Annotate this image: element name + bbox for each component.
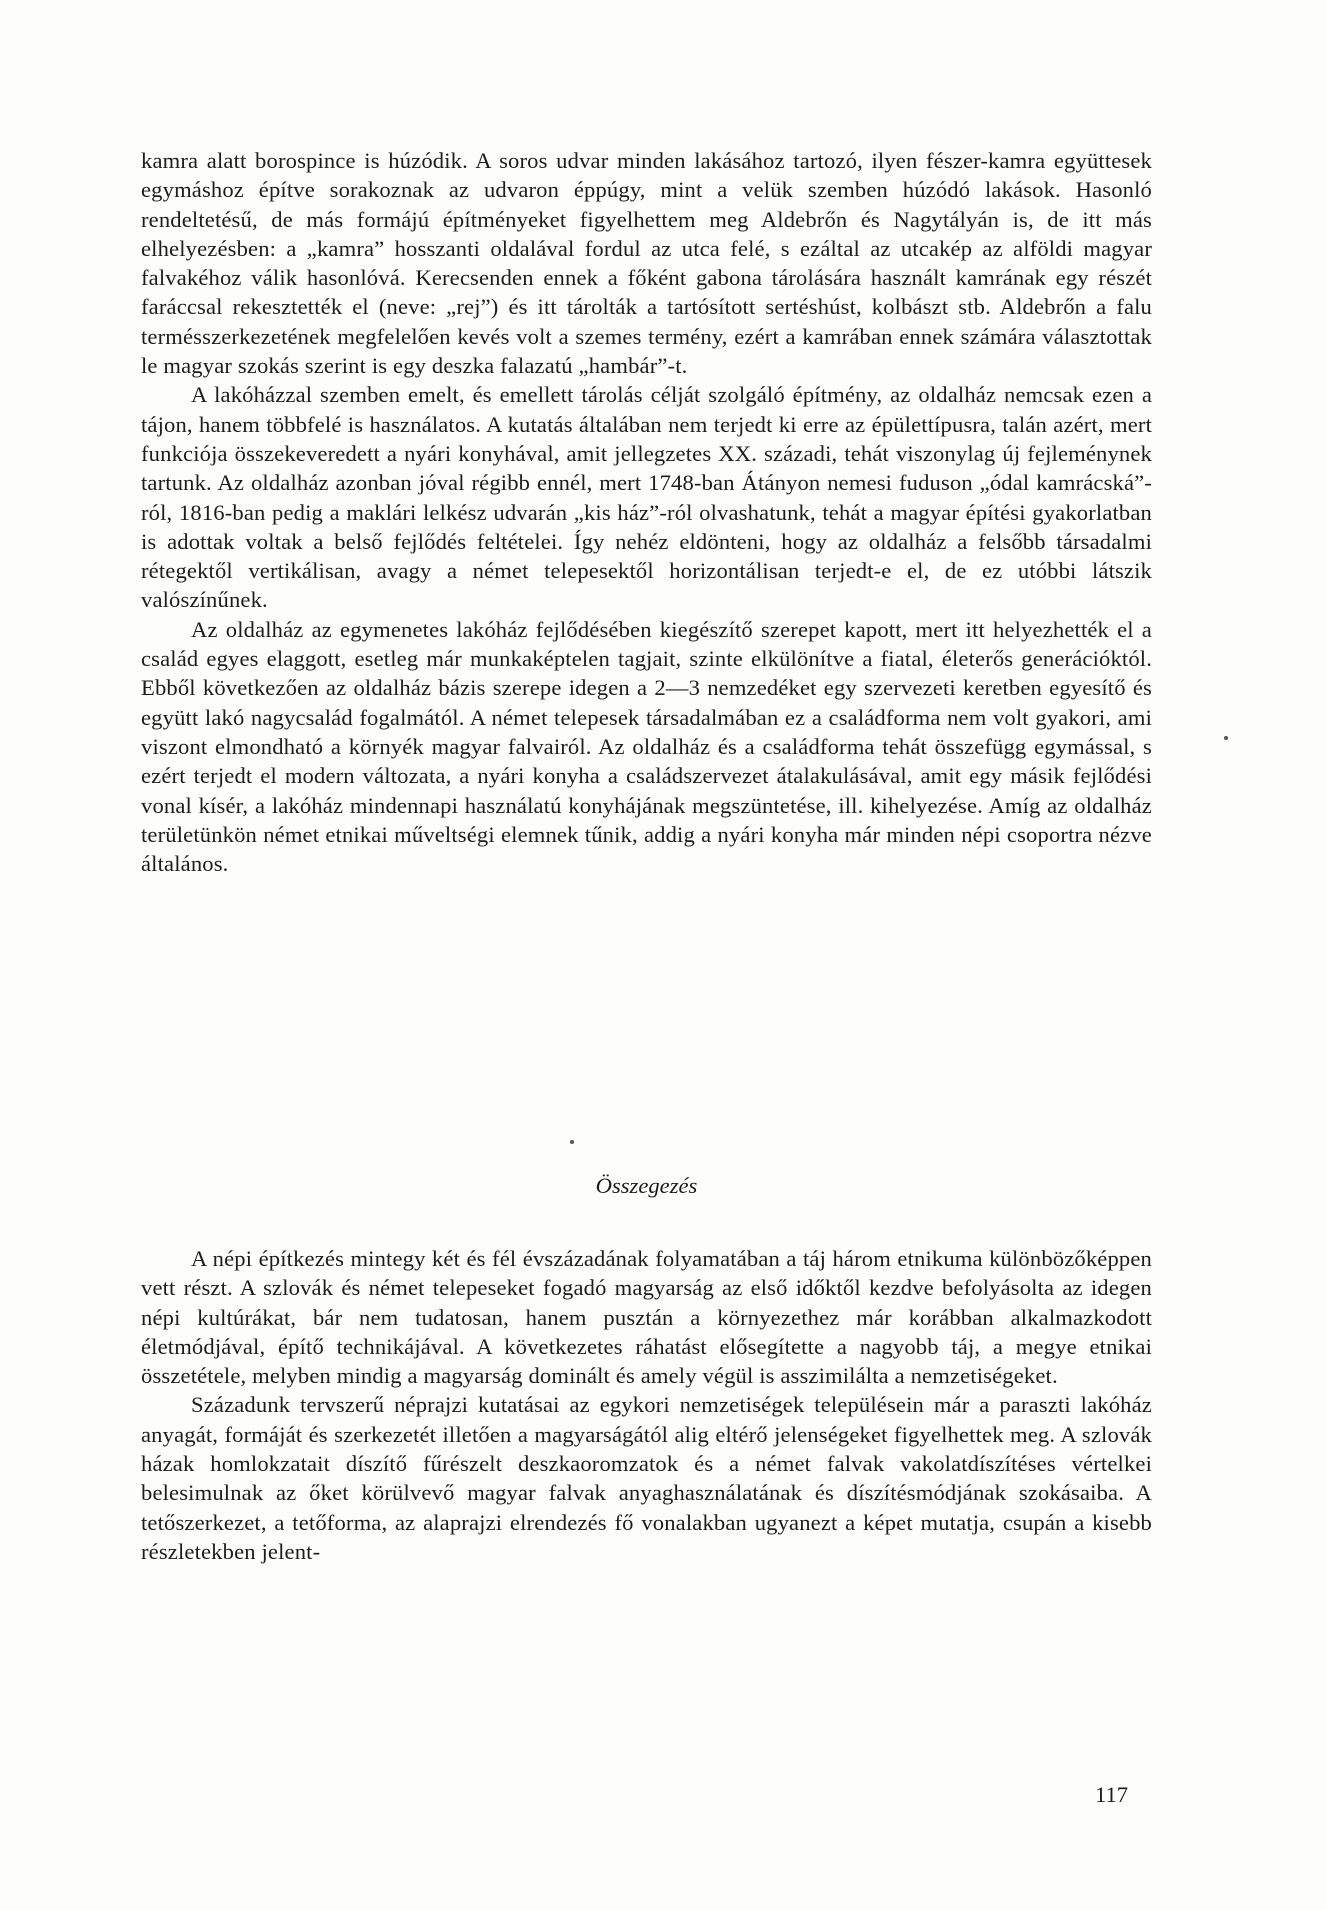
- scan-speck: [1224, 736, 1228, 740]
- paragraph-oldalhaz-family: Az oldalház az egymenetes lakóház fejlődésében kiegészítő szerepet kapott, mert itt helyezhették el a család egyes elaggott, esetleg már munkaképtelen tagjait, szinte elkülönítve a fiatal, életerős generációktól. Ebből következően az oldalház bázis szerepe idegen a 2—3 nemzedéket egy szervezeti keretben egyesítő és együtt lakó nagycsalád fogalmától. A német telepesek társadalmában ez a családforma nem volt gyakori, ami viszont elmondható a környék magyar falvairól. Az oldalház és a családforma tehát összefügg egymással, s ezért terjedt el modern változata, a nyári konyha a családszervezet átalakulásával, amit egy másik fejlődési vonal kísér, a lakóház mindennapi használatú konyhájának megszüntetése, ill. kihelyezése. Amíg az oldalház területünkön német etnikai műveltségi elemnek tűnik, addig a nyári konyha már minden népi csoportra nézve általános.: [141, 616, 1152, 877]
- paragraph-summary-2: Századunk tervszerű néprajzi kutatásai az egykori nemzetiségek településein már a paraszti lakóház anyagát, formáját és szerkezetét illetően a magyarságától alig eltérő jelenségeket figyelhettek meg. A szlovák házak homlokzatait díszítő fűrészelt deszkaoromzatok és a német falvak vakolatdíszítéses vértelkei belesimulnak az őket körülvevő magyar falvak anyaghasználatának és díszítésmódjának szokásaiba. A tetőszerkezet, a tetőforma, az alaprajzi elrendezés fő vonalakban ugyanezt a képet mutatja, csupán a kisebb részletekben jelent-: [141, 1392, 1152, 1564]
- paragraph-summary-1: A népi építkezés mintegy két és fél évszázadának folyamatában a táj három etnikuma különbözőképpen vett részt. A szlovák és német telepeseket fogadó magyarság az első időktől kezdve befolyásolta az idegen népi kultúrákat, bár nem tudatosan, hanem pusztán a környezethez már korábban alkalmazkodott életmódjával, építő technikájával. A következetes ráhatást elősegítette a nagyobb táj, a megye etnikai összetétele, melyben mindig a magyarság dominált és amely végül is asszimilálta a nemzetiségeket.: [141, 1246, 1152, 1389]
- section-heading: Összegezés: [595, 1173, 698, 1198]
- paragraph-oldalhaz-history: A lakóházzal szemben emelt, és emellett tárolás célját szolgáló építmény, az oldalház nemcsak ezen a tájon, hanem többfelé is használatos. A kutatás általában nem terjedt ki erre az épülettípusra, talán azért, mert funkciója összekeveredett a nyári konyhával, amit jellegzetes XX. századi, tehát viszonylag új fejleménynek tartunk. Az oldalház azonban jóval régibb ennél, mert 1748-ban Átányon nemesi fuduson „ódal kamrácská”-ról, 1816-ban pedig a maklári lelkész udvarán „kis ház”-ról olvashatunk, tehát a magyar építési gyakorlatban is adottak voltak a belső fejlődés feltételei. Így nehéz eldönteni, hogy az oldalház a felsőbb társadalmi rétegektől vertikálisan, avagy a német telepesektől horizontálisan terjedt-e el, de ez utóbbi látszik valószínűnek.: [141, 382, 1152, 613]
- body-text-upper: [141, 146, 1152, 878]
- scan-speck: [570, 1140, 574, 1144]
- paragraph-continued: kamra alatt borospince is húzódik. A soros udvar minden lakásához tartozó, ilyen fészer-kamra együttesek egymáshoz építve sorakoznak az udvaron éppúgy, mint a velük szemben húzódó lakások. Hasonló rendeltetésű, de más formájú építményeket figyelhettem meg Aldebrőn és Nagytályán is, de itt más elhelyezésben: a „kamra” hosszanti oldalával fordul az utca felé, s ezáltal az utcakép az alföldi magyar falvakéhoz válik hasonlóvá. Kerecsenden ennek a főként gabona tárolására használt kamrának egy részét faráccsal rekesztették el (neve: „rej”) és itt tárolták a tartósított sertéshúst, kolbászt stb. Aldebrőn a falu termésszerkezetének megfelelően kevés volt a szemes termény, ezért a kamrában ennek számára választottak le magyar szokás szerint is egy deszka falazatú „hambár”-t.: [141, 148, 1152, 379]
- page-number: 117: [1095, 1782, 1129, 1807]
- body-text-lower: [141, 1244, 1152, 1566]
